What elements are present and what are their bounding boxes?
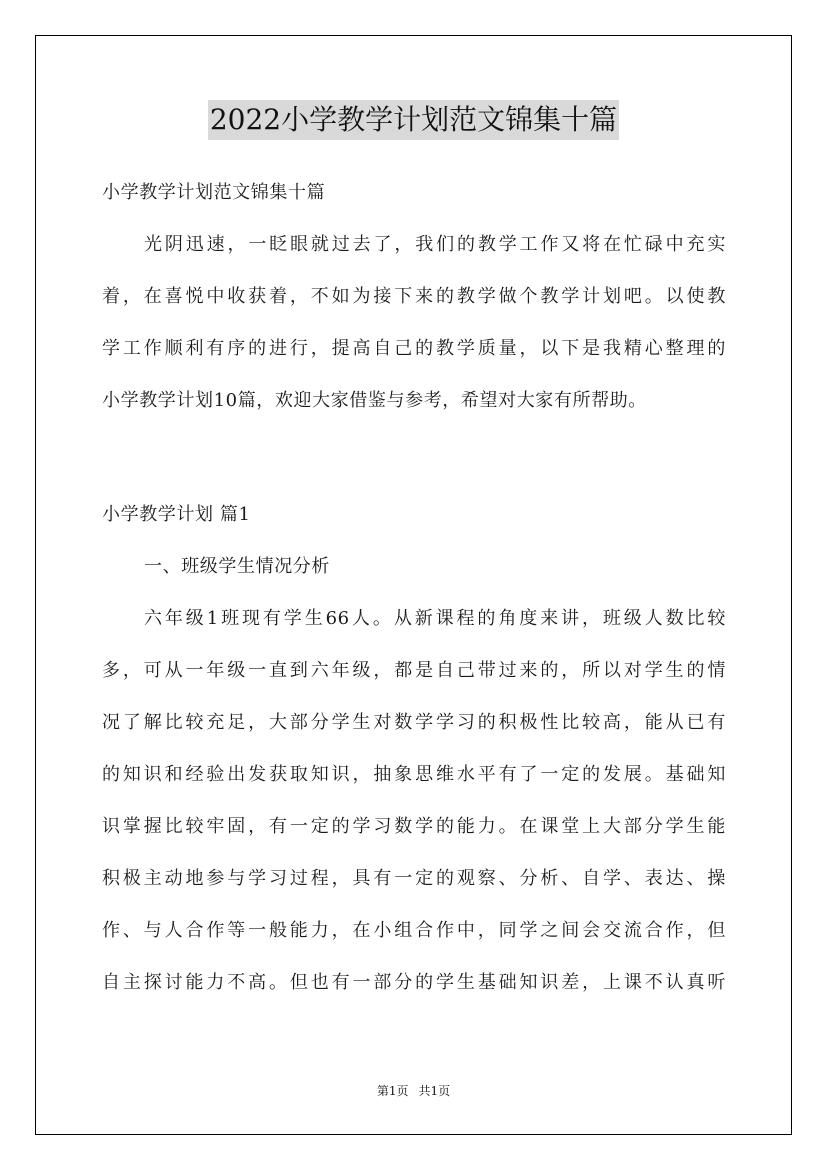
page-footer bbox=[0, 1083, 827, 1099]
intro-line: 着，在喜悦中收获着，不如为接下来的教学做个教学计划吧。以使教 bbox=[102, 286, 726, 307]
body-line: 况了解比较充足，大部分学生对数学学习的积极性比较高，能从已有 bbox=[102, 712, 726, 733]
body-line: 作、与人合作等一般能力，在小组合作中，同学之间会交流合作，但 bbox=[102, 920, 726, 941]
document-body bbox=[102, 173, 726, 1015]
title-container bbox=[0, 100, 827, 140]
section-heading: 小学教学计划 篇1 bbox=[102, 504, 251, 525]
body-line: 六年级1班现有学生66人。从新课程的角度来讲，班级人数比较 bbox=[144, 608, 726, 629]
document-title: 2022小学教学计划范文锦集十篇 bbox=[208, 100, 619, 140]
page-number: 第1页 bbox=[376, 1084, 409, 1098]
intro-line: 光阴迅速，一眨眼就过去了，我们的教学工作又将在忙碌中充实 bbox=[144, 234, 726, 255]
page-total: 共1页 bbox=[418, 1084, 451, 1098]
subsection-heading: 一、班级学生情况分析 bbox=[144, 556, 330, 577]
document-subtitle: 小学教学计划范文锦集十篇 bbox=[102, 182, 326, 203]
paragraph-gap bbox=[102, 433, 726, 495]
body-line: 的知识和经验出发获取知识，抽象思维水平有了一定的发展。基础知 bbox=[102, 764, 726, 785]
body-line: 积极主动地参与学习过程，具有一定的观察、分析、自学、表达、操 bbox=[102, 868, 726, 889]
body-line: 自主探讨能力不高。但也有一部分的学生基础知识差，上课不认真听 bbox=[102, 972, 726, 993]
intro-line: 小学教学计划10篇，欢迎大家借鉴与参考，希望对大家有所帮助。 bbox=[102, 390, 647, 411]
body-line: 多，可从一年级一直到六年级，都是自己带过来的，所以对学生的情 bbox=[102, 660, 726, 681]
intro-line: 学工作顺利有序的进行，提高自己的教学质量，以下是我精心整理的 bbox=[102, 338, 726, 359]
body-line: 识掌握比较牢固，有一定的学习数学的能力。在课堂上大部分学生能 bbox=[102, 816, 726, 837]
